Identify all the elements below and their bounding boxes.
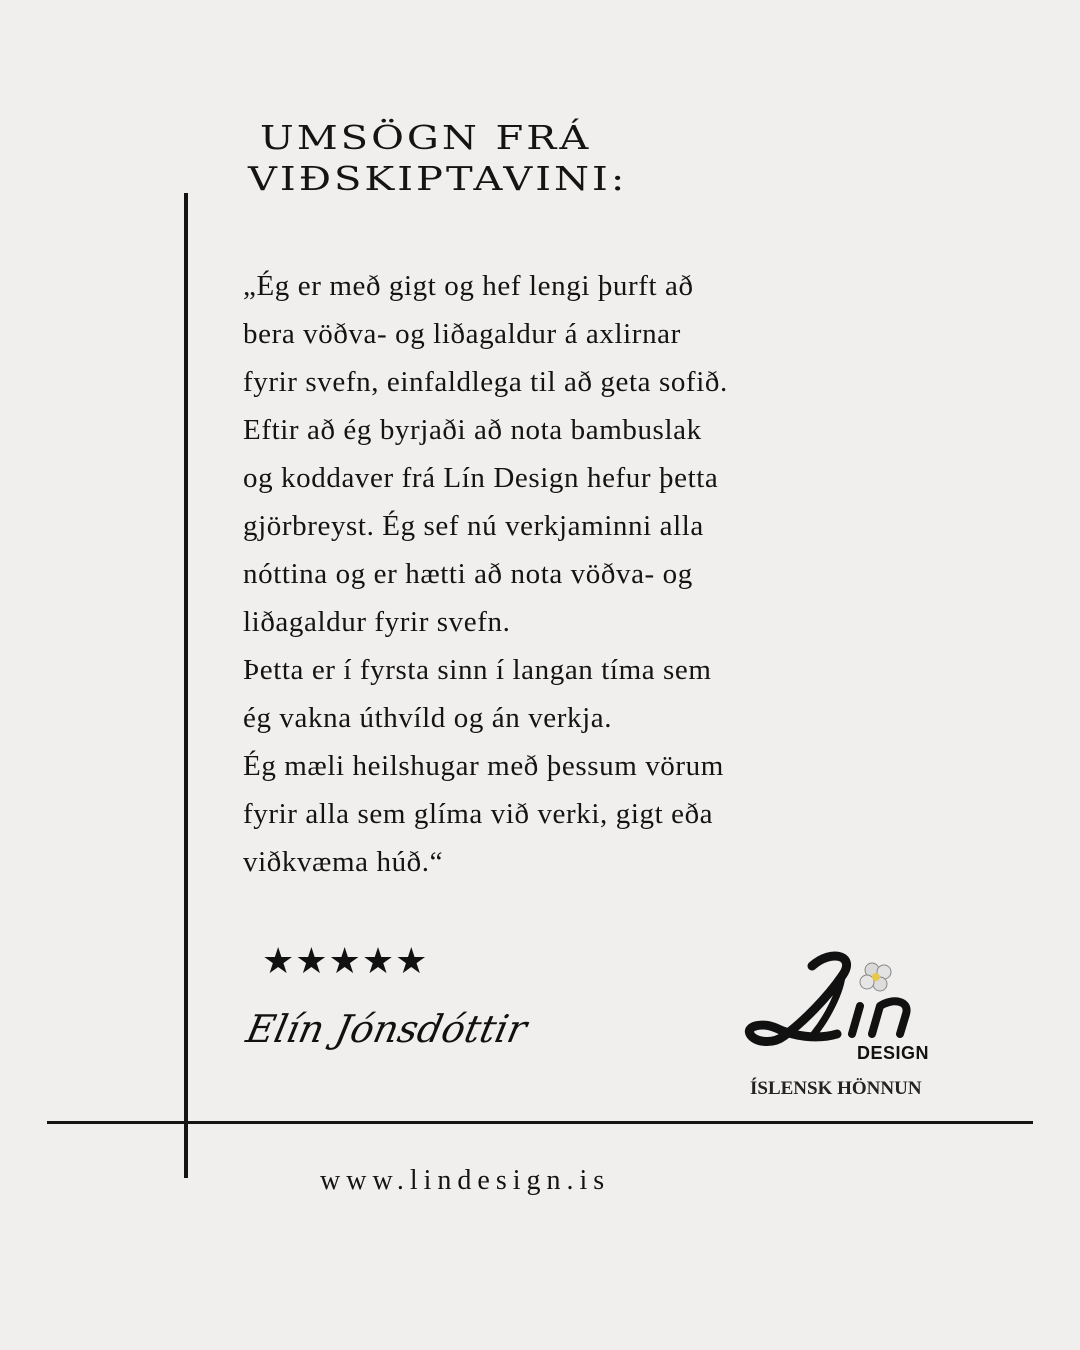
flower-icon [860,963,891,991]
testimonial-line: Þetta er í fyrsta sinn í langan tíma sem [243,654,712,686]
testimonial-line: fyrir svefn, einfaldlega til að geta sofið. [243,366,728,398]
title-line-1: UMSÖGN FRÁ [260,119,592,158]
testimonial-line: liðagaldur fyrir svefn. [243,606,511,638]
testimonial-line: nóttina og er hætti að nota vöðva- og [243,558,693,590]
title-line-2: VIÐSKIPTAVINI: [248,160,628,199]
page-title [248,118,868,200]
logo-tagline: ÍSLENSK HÖNNUN [750,1078,922,1099]
customer-signature: Elín Jónsdóttir [242,1007,531,1051]
testimonial-line: fyrir alla sem glíma við verki, gigt eða [243,798,714,830]
testimonial-line: Eftir að ég byrjaði að nota bambuslak [243,414,702,446]
website-link[interactable]: www.lindesign.is [320,1165,611,1196]
testimonial-line: og koddaver frá Lín Design hefur þetta [243,462,719,494]
testimonial-line: gjörbreyst. Ég sef nú verkjaminni alla [243,510,704,542]
testimonial-line: Ég mæli heilshugar með þessum vörum [243,750,724,782]
brand-logo [742,948,942,1108]
vertical-divider [184,193,188,1178]
testimonial-line: „Ég er með gigt og hef lengi þurft að [243,270,694,302]
star-rating: ★★★★★ [262,941,429,982]
horizontal-divider [47,1121,1033,1124]
testimonial-line: viðkvæma húð.“ [243,846,444,878]
testimonial-line: bera vöðva- og liðagaldur á axlirnar [243,318,681,350]
testimonial-text [243,262,833,886]
logo-subtitle: DESIGN [857,1043,930,1063]
testimonial-line: ég vakna úthvíld og án verkja. [243,702,613,734]
